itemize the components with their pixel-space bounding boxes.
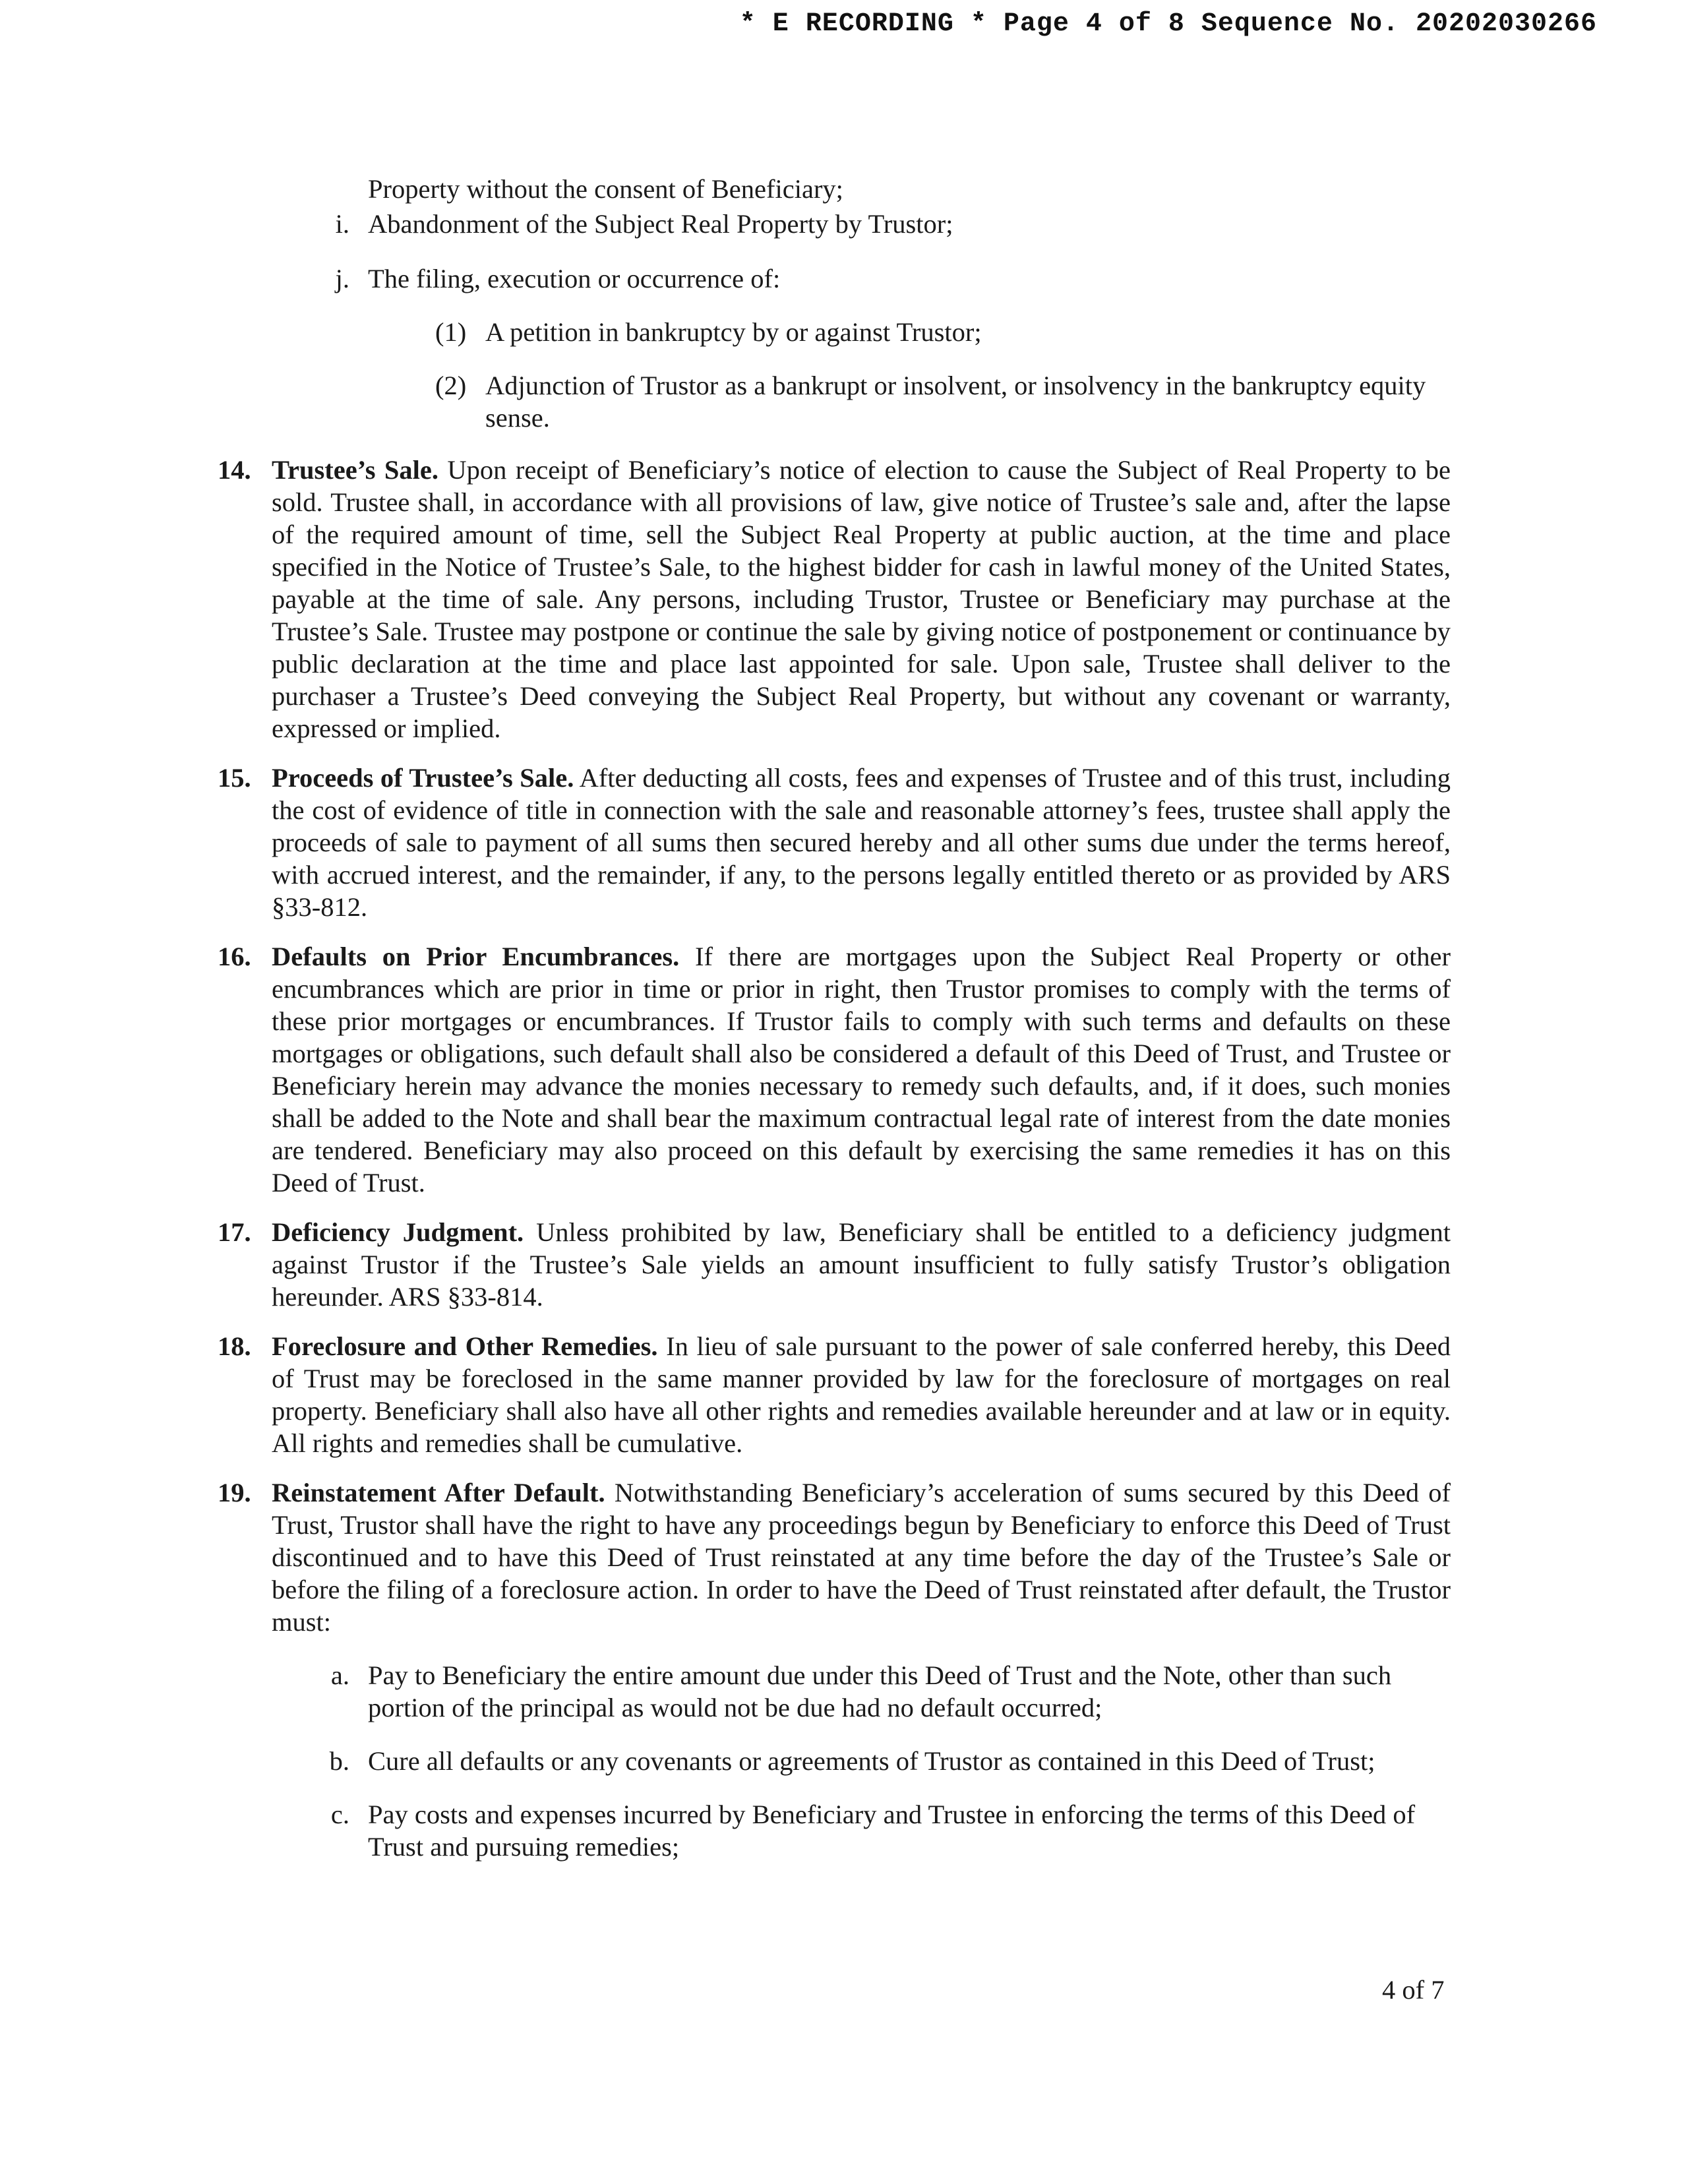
list-item-label: i. — [335, 209, 349, 239]
section-body — [272, 940, 1451, 1199]
section-text: In lieu of sale pursuant to the power of sale conferred hereby, this Deed of Trust may be foreclosed in the same manner provided by law for the foreclosure of mortgages on real property. Beneficiary shall also have all other rights and remedies available hereunder and at law or in equity. All rights and remedies shall be cumulative. — [272, 1331, 1451, 1458]
section-heading: Defaults on Prior Encumbrances. — [272, 942, 680, 971]
section-text: If there are mortgages upon the Subject Real Property or other encumbrances which are prior in time or prior in right, then Trustor promises to comply with the terms of these prior mortgages or encumbrances. If Trustor fails to comply with such terms and defaults on these mortgages or obligations, such default shall also be considered a default of this Deed of Trust, and Trustee or Beneficiary herein may advance the monies necessary to remedy such defaults, and, if it does, such monies shall be added to the Note and shall bear the maximum contractual legal rate of interest from the date monies are tendered. Beneficiary may also proceed on this default by exercising the same remedies it has on this Deed of Trust. — [272, 942, 1451, 1198]
list-item-text: Pay to Beneficiary the entire amount due under this Deed of Trust and the Note, other than such portion of the principal as would not be due had no default occurred; — [368, 1660, 1392, 1722]
section-text: Notwithstanding Beneficiary’s acceleration of sums secured by this Deed of Trust, Trustor shall have the right to have any proceedings begun by Beneficiary to enforce this Deed of Trust discontinued and to have this Deed of Trust reinstated at any time before the day of the Trustee’s Sale or before the filing of a foreclosure action. In order to have the Deed of Trust reinstated after default, the Trustor must: — [272, 1478, 1451, 1637]
page-number: 4 of 7 — [1382, 1975, 1445, 2005]
section-18 — [218, 1330, 1451, 1459]
section-heading: Proceeds of Trustee’s Sale. — [272, 763, 574, 793]
list-item-text: Pay costs and expenses incurred by Beneficiary and Trustee in enforcing the terms of this Deed of Trust and pursuing remedies; — [368, 1800, 1416, 1862]
section-number: 14. — [218, 455, 251, 485]
list-item-label: b. — [329, 1746, 349, 1776]
document-page — [218, 173, 1451, 1863]
section-body — [272, 454, 1451, 744]
section-text: Unless prohibited by law, Beneficiary shall be entitled to a deficiency judgment against Trustor if the Trustee’s Sale yields an amount insufficient to fully satisfy Trustor’s obligation hereunder. ARS §33-814. — [272, 1217, 1451, 1312]
list-item-text: Abandonment of the Subject Real Property by Trustor; — [368, 209, 953, 239]
list-item-label: a. — [330, 1660, 349, 1690]
section-number: 17. — [218, 1217, 251, 1247]
list-item-text: The filing, execution or occurrence of: — [368, 264, 781, 293]
section-text: Upon receipt of Beneficiary’s notice of election to cause the Subject of Real Property to be sold. Trustee shall, in accordance with all provisions of law, give notice of Trustee’s sale and, after the lapse of the required amount of time, sell the Subject Real Property at public auction, at the time and place specified in the Notice of Trustee’s Sale, to the highest bidder for cash in lawful money of the United States, payable at the time of sale. Any persons, including Trustor, Trustee or Beneficiary may purchase at the Trustee’s Sale. Trustee may postpone or continue the sale by giving notice of postponement or continuance by public declaration at the time and place last appointed for sale. Upon sale, Trustee shall deliver to the purchaser a Trustee’s Deed conveying the Subject Real Property, but without any covenant or warranty, expressed or implied. — [272, 455, 1451, 743]
section-text: After deducting all costs, fees and expenses of Trustee and of this trust, including the cost of evidence of title in connection with the sale and reasonable attorney’s fees, trustee shall apply the proceeds of sale to payment of all sums then secured hereby and all other sums due under the terms hereof, with accrued interest, and the remainder, if any, to the persons legally entitled thereto or as provided by ARS §33-812. — [272, 763, 1451, 922]
list-item — [218, 208, 1451, 240]
section-number: 19. — [218, 1478, 251, 1507]
section-heading: Foreclosure and Other Remedies. — [272, 1331, 658, 1361]
section-number: 16. — [218, 942, 251, 971]
sub-list-item-text: A petition in bankruptcy by or against Trustor; — [485, 317, 982, 347]
sub-list-item-label: (2) — [435, 371, 467, 400]
section-body — [272, 762, 1451, 923]
list-item — [218, 262, 1451, 295]
section-17 — [218, 1216, 1451, 1313]
list-item — [272, 1745, 1451, 1777]
recording-header: * E RECORDING * Page 4 of 8 Sequence No. 20202030266 — [739, 9, 1597, 39]
sub-list-item — [435, 369, 1451, 434]
section-14 — [218, 454, 1451, 744]
section-body — [272, 1330, 1451, 1459]
list-item-label: j. — [335, 264, 349, 293]
sub-list-item — [435, 316, 1451, 348]
section-body — [272, 1476, 1451, 1638]
list-item-label: c. — [330, 1800, 349, 1829]
section-15 — [218, 762, 1451, 923]
sub-list-item-text: Adjunction of Trustor as a bankrupt or insolvent, or insolvency in the bankruptcy equity sense. — [485, 371, 1426, 433]
list-item — [272, 1659, 1451, 1724]
sub-list-item-label: (1) — [435, 317, 467, 347]
section-19 — [218, 1476, 1451, 1638]
section-number: 15. — [218, 763, 251, 793]
section-heading: Deficiency Judgment. — [272, 1217, 524, 1247]
reinstatement-list — [272, 1659, 1451, 1863]
continued-text: Property without the consent of Beneficiary; — [368, 174, 843, 204]
section-heading: Trustee’s Sale. — [272, 455, 438, 485]
list-item-text: Cure all defaults or any covenants or agreements of Trustor as contained in this Deed of Trust; — [368, 1746, 1375, 1776]
section-heading: Reinstatement After Default. — [272, 1478, 605, 1507]
list-item — [272, 1798, 1451, 1863]
section-body — [272, 1216, 1451, 1313]
section-16 — [218, 940, 1451, 1199]
section-number: 18. — [218, 1331, 251, 1361]
